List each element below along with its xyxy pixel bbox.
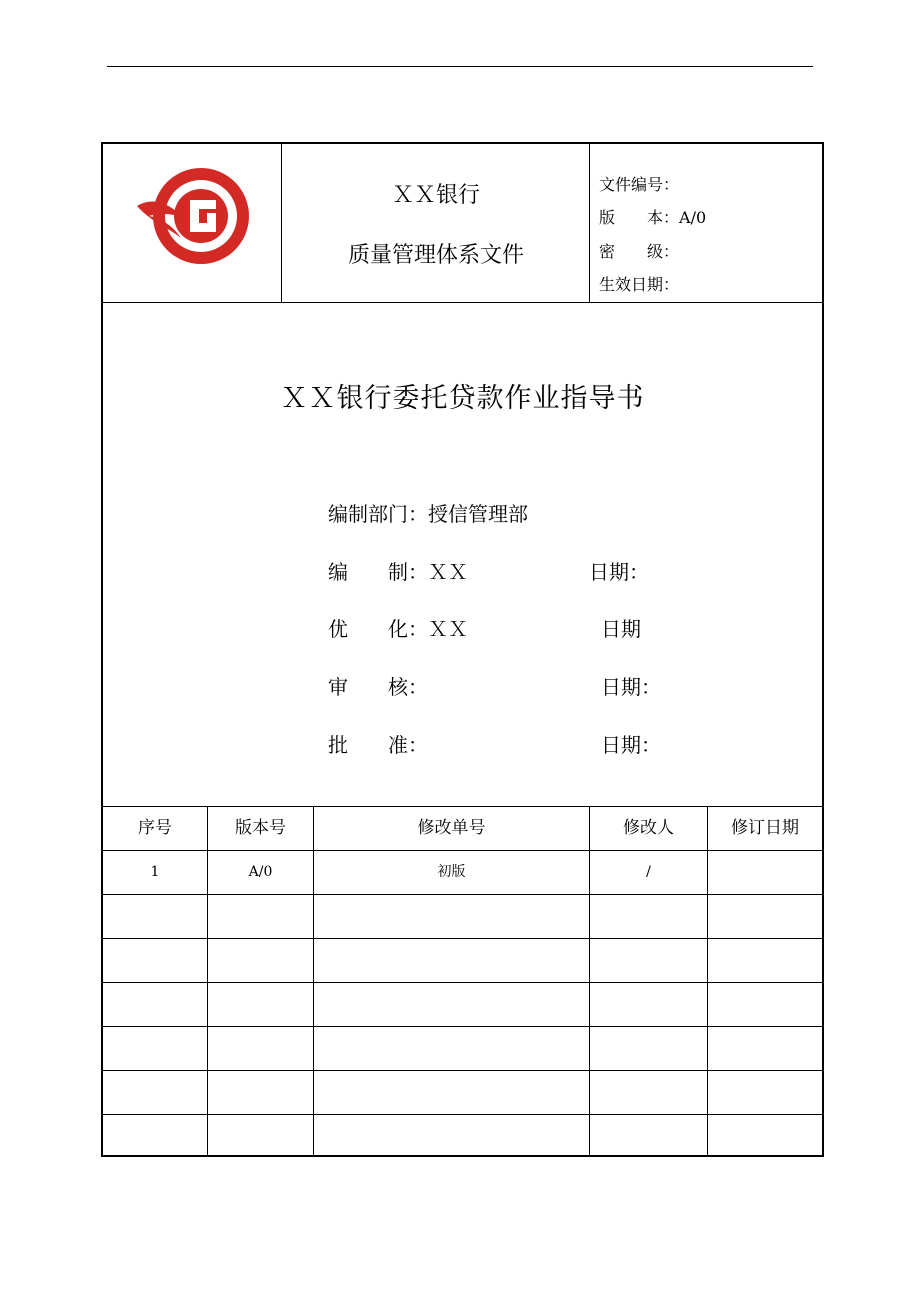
table-cell-revision-date: [708, 850, 822, 894]
col-header-revision-date: 修订日期: [731, 818, 799, 838]
department-line: 编制部门：授信管理部: [328, 502, 528, 526]
signoff-review-date: 日期：: [601, 675, 661, 699]
signoff-approve: 批 准：: [328, 733, 428, 757]
table-cell-version: A/0: [248, 864, 273, 880]
signoff-optimize-date: 日期: [601, 617, 641, 641]
table-row-rule: [103, 1070, 822, 1071]
document-title: ＸＸ银行委托贷款作业指导书: [280, 383, 645, 414]
meta-effective-date: 生效日期：: [599, 275, 680, 294]
col-header-modifier: 修改人: [623, 818, 674, 838]
header-divider-2: [589, 144, 590, 302]
doc-system-title: 质量管理体系文件: [347, 243, 524, 268]
table-row-rule: [103, 1114, 822, 1115]
header-divider-1: [281, 144, 282, 302]
table-row-rule: [103, 938, 822, 939]
meta-security-level: 密 级：: [599, 242, 680, 261]
header-bottom-rule: [103, 302, 822, 303]
signoff-compile: 编 制：ＸＸ: [328, 560, 468, 584]
page-header-rule: [107, 66, 813, 67]
bank-logo-icon: [135, 166, 251, 268]
table-cell-modifier: /: [646, 864, 651, 880]
meta-version: 版 本：A/0: [599, 208, 707, 227]
bank-name: ＸＸ银行: [391, 183, 480, 208]
signoff-optimize: 优 化：ＸＸ: [328, 617, 468, 641]
document-frame: [101, 142, 824, 1157]
col-header-change-no: 修改单号: [417, 818, 486, 838]
table-row-rule: [103, 982, 822, 983]
table-cell-seq: 1: [150, 864, 160, 880]
table-row-rule: [103, 894, 822, 895]
table-cell-change-no: 初版: [437, 864, 466, 880]
col-header-version: 版本号: [235, 818, 286, 838]
signoff-review: 审 核：: [328, 675, 428, 699]
table-row-rule: [103, 1026, 822, 1027]
meta-file-number: 文件编号：: [599, 175, 680, 194]
signoff-compile-date: 日期：: [589, 560, 649, 584]
col-header-seq: 序号: [138, 818, 172, 838]
signoff-approve-date: 日期：: [601, 733, 661, 757]
